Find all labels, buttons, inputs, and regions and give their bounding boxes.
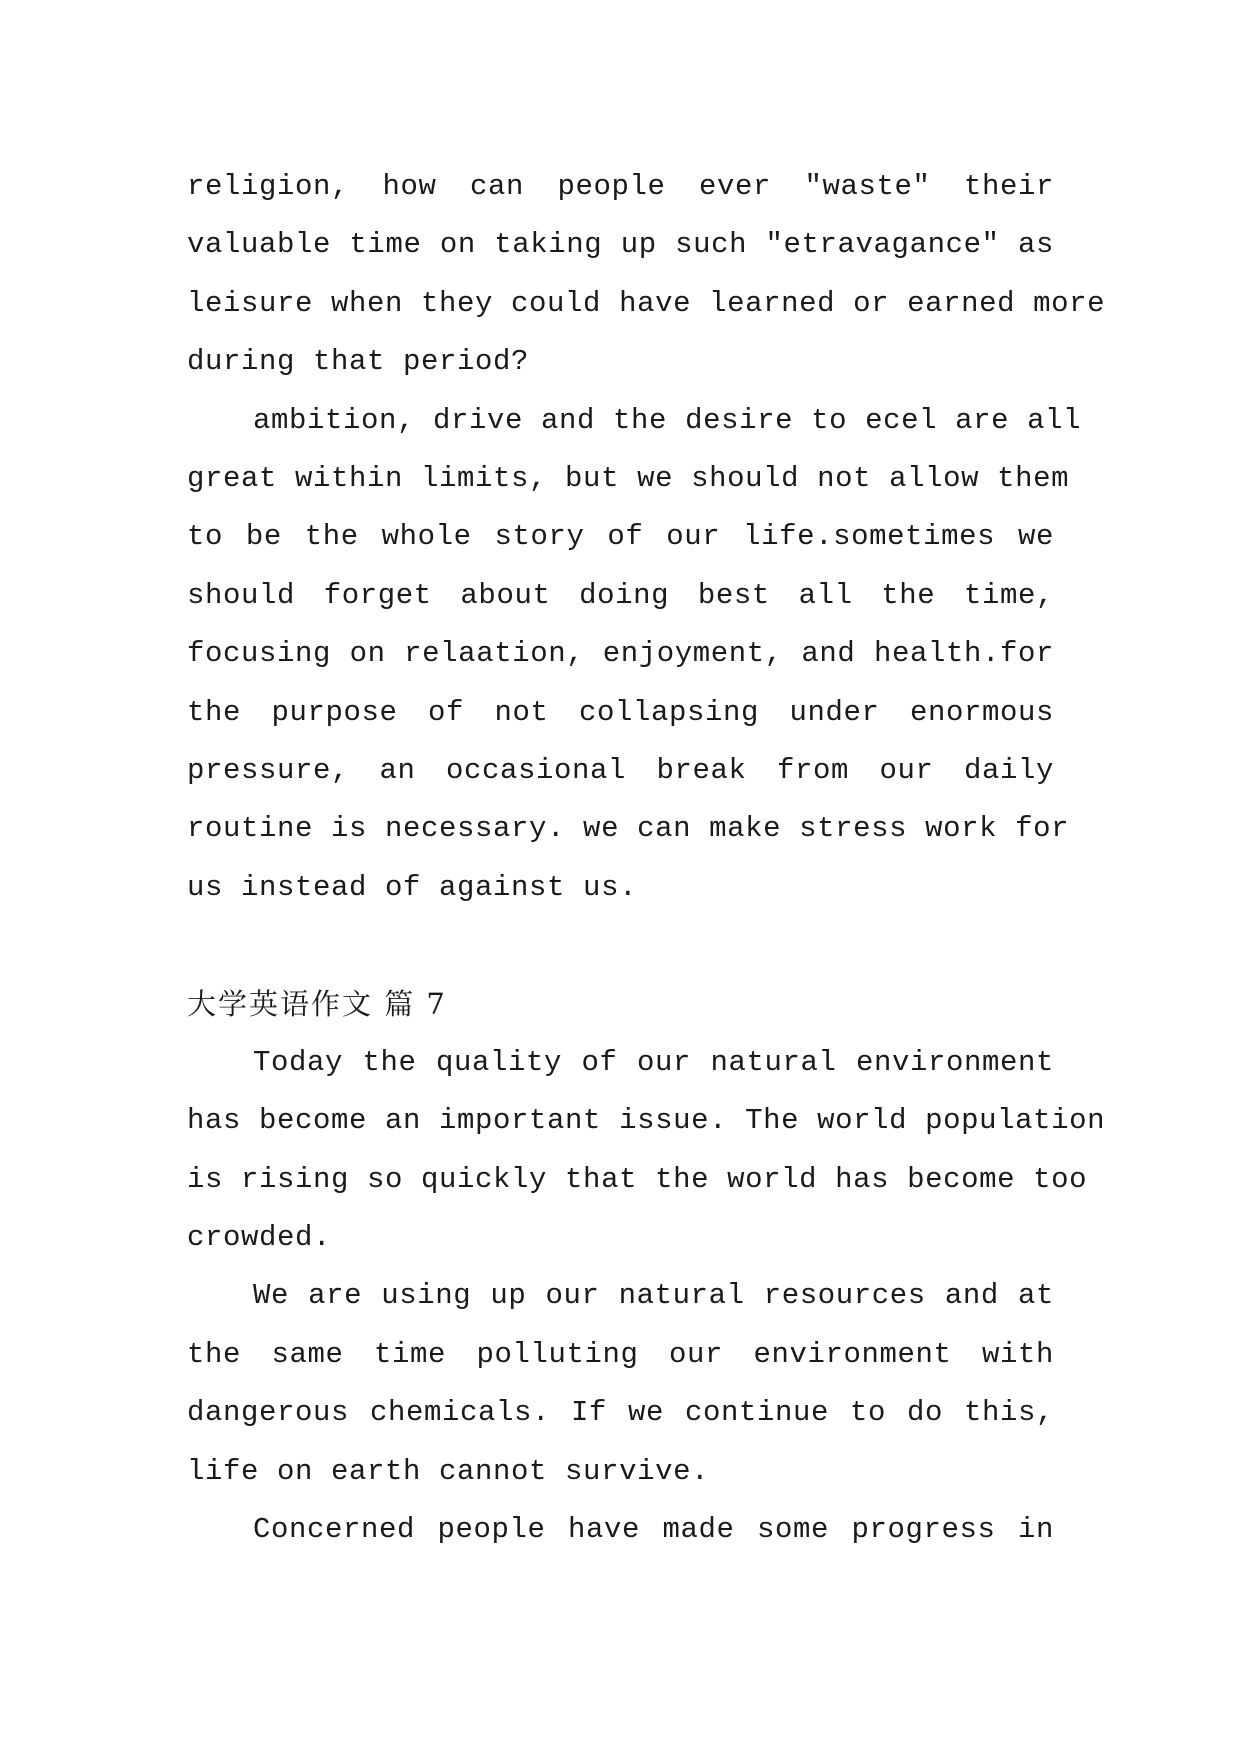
text-line: is rising so quickly that the world has become too (187, 1162, 1088, 1196)
paragraph-continued (187, 158, 1106, 392)
text-line: the same time polluting our environment with (187, 1337, 1054, 1371)
paragraph-ambition (187, 392, 1082, 918)
text-line: during that period? (187, 345, 530, 379)
text-line: dangerous chemicals. If we continue to do this, (187, 1396, 1054, 1430)
text-line: religion, how can people ever "waste" their (187, 170, 1054, 203)
text-line: has become an important issue. The world population (187, 1104, 1106, 1138)
text-line: life on earth cannot survive. (187, 1454, 710, 1488)
text-line: Concerned people have made some progress in (253, 1512, 1054, 1546)
text-line: the purpose of not collapsing under enormous (187, 695, 1054, 729)
paragraph-today (187, 1034, 1106, 1268)
text-line: valuable time on taking up such "etravagance" as (187, 228, 1054, 262)
text-line: focusing on relaation, enjoyment, and health.for (187, 637, 1054, 671)
text-line: routine is necessary. we can make stress work for (187, 812, 1070, 846)
paragraph-resources (187, 1267, 1054, 1501)
text-line: Today the quality of our natural environment (253, 1045, 1054, 1079)
paragraph-gap (187, 917, 1054, 975)
text-line: to be the whole story of our life.sometimes we (187, 520, 1054, 554)
paragraph-concerned (187, 1501, 1054, 1559)
text-line: pressure, an occasional break from our daily (187, 753, 1054, 787)
section-heading: 大学英语作文 篇 7 (187, 987, 447, 1022)
text-line: We are using up our natural resources and at (253, 1279, 1054, 1313)
text-line: crowded. (187, 1221, 332, 1255)
text-line: great within limits, but we should not allow them (187, 461, 1070, 495)
document-page (187, 158, 1106, 1559)
text-line: leisure when they could have learned or earned more (187, 286, 1106, 320)
text-line: us instead of against us. (187, 870, 638, 904)
text-line: ambition, drive and the desire to ecel are all (253, 403, 1082, 437)
text-line: should forget about doing best all the time, (187, 578, 1054, 612)
